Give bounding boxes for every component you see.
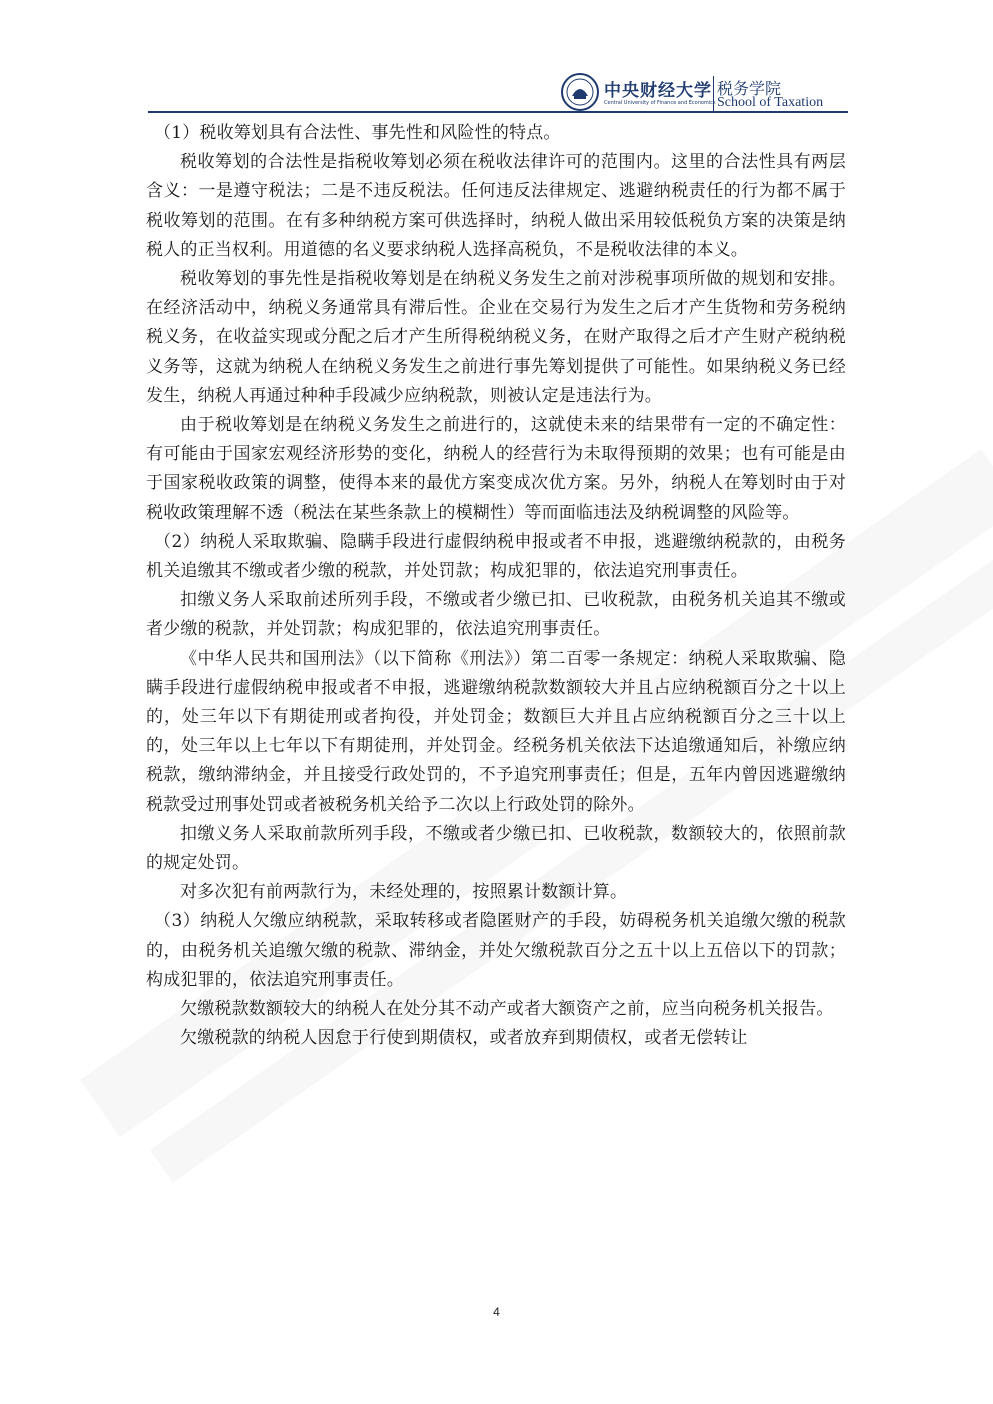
- page-header: [560, 70, 845, 115]
- paragraph-heading-2: （2）纳税人采取欺骗、隐瞒手段进行虚假纳税申报或者不申报，逃避缴纳税款的，由税务机关追缴其不缴或者少缴的税款，并处罚款；构成犯罪的，依法追究刑事责任。: [146, 531, 846, 582]
- header-divider: [148, 111, 848, 113]
- paragraph: 扣缴义务人采取前述所列手段，不缴或者少缴已扣、已收税款，由税务机关追其不缴或者少缴的税款，并处罚款；构成犯罪的，依法追究刑事责任。: [146, 590, 846, 640]
- paragraph: 《中华人民共和国刑法》（以下简称《刑法》）第二百零一条规定：纳税人采取欺骗、隐瞒手段进行虚假纳税申报或者不申报，逃避缴纳税款数额较大并且占应纳税额百分之十以上的，处三年以下有期徒刑或者拘役，并处罚金；数额巨大并且占应纳税额百分之三十以上的，处三年以上七年以下有期徒刑，并处罚金。经税务机关依法下达追缴通知后，补缴应纳税款，缴纳滞纳金，并且接受行政处罚的，不予追究刑事责任；但是，五年内曾因逃避缴纳税款受过刑事处罚或者被税务机关给予二次以上行政处罚的除外。: [146, 648, 846, 815]
- university-name: 中央财经大学: [604, 81, 712, 101]
- paragraph: 由于税收筹划是在纳税义务发生之前进行的，这就使未来的结果带有一定的不确定性：有可能由于国家宏观经济形势的变化，纳税人的经营行为未取得预期的效果；也有可能是由于国家税收政策的调整，使得本来的最优方案变成次优方案。另外，纳税人在筹划时由于对税收政策理解不透（税法在某些条款上的模糊性）等而面临违法及纳税调整的风险等。: [146, 415, 846, 523]
- university-emblem-icon: [560, 72, 600, 112]
- school-name-cn: 税务学院: [713, 76, 781, 99]
- school-name-en: School of Taxation: [713, 95, 823, 111]
- paragraph-heading-3: （3）纳税人欠缴应纳税款，采取转移或者隐匿财产的手段，妨碍税务机关追缴欠缴的税款的，由税务机关追缴欠缴的税款、滞纳金，并处欠缴税款百分之五十以上五倍以下的罚款；构成犯罪的，依法追究刑事责任。: [146, 911, 846, 990]
- university-name-en: Central University of Finance and Economics: [604, 100, 716, 106]
- page-number: 4: [493, 1305, 500, 1319]
- paragraph: 欠缴税款的纳税人因怠于行使到期债权，或者放弃到期债权，或者无偿转让: [180, 1028, 748, 1049]
- paragraph-heading-1: （1）税收筹划具有合法性、事先性和风险性的特点。: [154, 123, 561, 143]
- paragraph: 对多次犯有前两款行为，未经处理的，按照累计数额计算。: [180, 882, 628, 903]
- paragraph: 欠缴税款数额较大的纳税人在处分其不动产或者大额资产之前，应当向税务机关报告。: [180, 999, 834, 1020]
- paragraph: 税收筹划的合法性是指税收筹划必须在税收法律许可的范围内。这里的合法性具有两层含义：一是遵守税法；二是不违反税法。任何违反法律规定、逃避纳税责任的行为都不属于税收筹划的范围。在有多种纳税方案可供选择时，纳税人做出采用较低税负方案的决策是纳税人的正当权利。用道德的名义要求纳税人选择高税负，不是税收法律的本义。: [146, 152, 846, 260]
- paragraph: 税收筹划的事先性是指税收筹划是在纳税义务发生之前对涉税事项所做的规划和安排。在经济活动中，纳税义务通常具有滞后性。企业在交易行为发生之后才产生货物和劳务税纳税义务，在收益实现或分配之后才产生所得税纳税义务，在财产取得之后才产生财产税纳税义务等，这就为纳税人在纳税义务发生之前进行事先筹划提供了可能性。如果纳税义务已经发生，纳税人再通过种种手段减少应纳税款，则被认定是违法行为。: [146, 269, 846, 406]
- document-body: [146, 119, 846, 1054]
- paragraph: 扣缴义务人采取前款所列手段，不缴或者少缴已扣、已收税款，数额较大的，依照前款的规定处罚。: [146, 823, 846, 874]
